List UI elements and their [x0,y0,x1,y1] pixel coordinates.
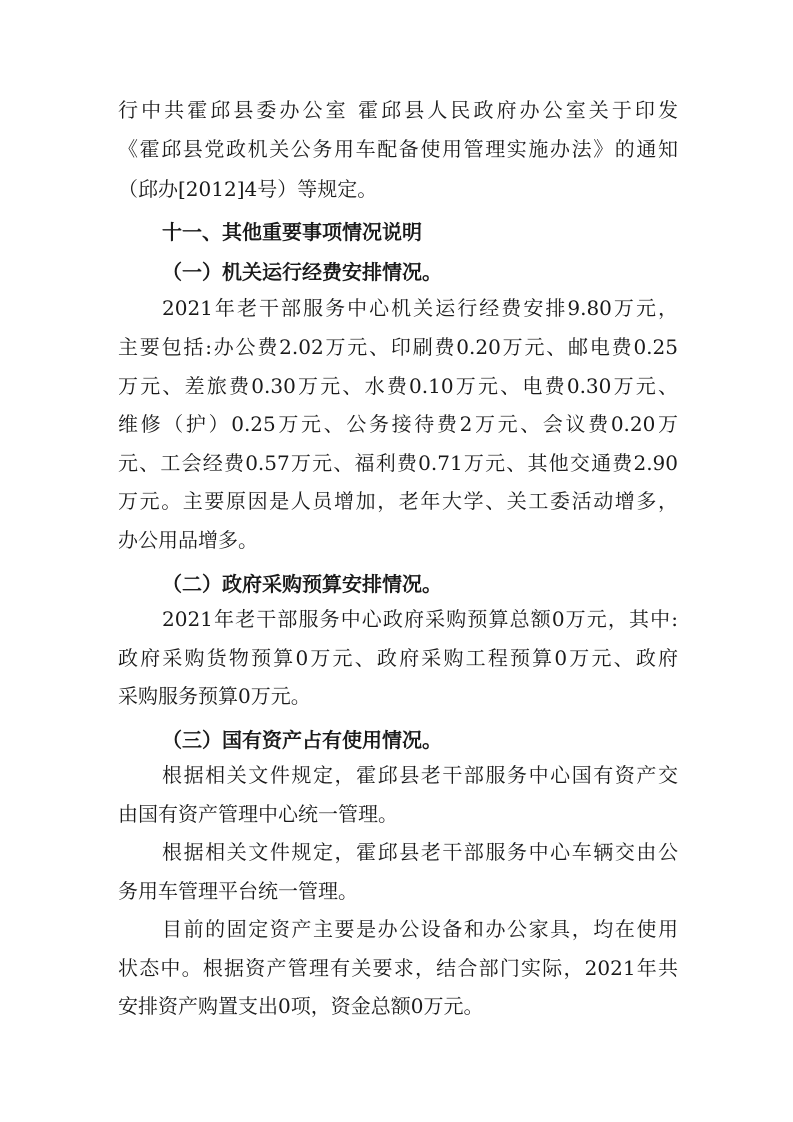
text-line: 万元、差旅费0.30万元、水费0.10万元、电费0.30万元、 [118,374,678,398]
text-line: 办公用品增多。 [118,528,258,552]
text-line: 万元。主要原因是人员增加，老年大学、关工委活动增多， [118,489,678,513]
text-line: 状态中。根据资产管理有关要求，结合部门实际，2021年共 [118,956,678,980]
text-line: 安排资产购置支出0项，资金总额0万元。 [118,994,484,1018]
text-line: 务用车管理平台统一管理。 [118,879,358,903]
text-line: 维修（护）0.25万元、公务接待费2万元、会议费0.20万 [118,412,678,436]
text-line: 元、工会经费0.57万元、福利费0.71万元、其他交通费2.90 [118,451,678,475]
subsection-heading: （二）政府采购预算安排情况。 [162,572,442,596]
text-line: 根据相关文件规定，霍邱县老干部服务中心国有资产交 [162,763,678,787]
text-line: 目前的固定资产主要是办公设备和办公家具，均在使用 [162,917,678,941]
section-heading: 十一、其他重要事项情况说明 [162,220,422,244]
text-line: （邱办[2012]4号）等规定。 [118,177,378,201]
subsection-heading: （三）国有资产占有使用情况。 [162,728,442,752]
text-line: 政府采购货物预算0万元、政府采购工程预算0万元、政府 [118,646,678,670]
text-line: 采购服务预算0万元。 [118,684,311,708]
text-line: 2021年老干部服务中心机关运行经费安排9.80万元， [162,296,678,320]
text-line: 2021年老干部服务中心政府采购预算总额0万元，其中: [162,607,678,631]
text-line: 《霍邱县党政机关公务用车配备使用管理实施办法》的通知 [118,137,678,161]
text-line: 主要包括:办公费2.02万元、印刷费0.20万元、邮电费0.25 [118,335,678,359]
subsection-heading: （一）机关运行经费安排情况。 [162,260,442,284]
text-line: 行中共霍邱县委办公室 霍邱县人民政府办公室关于印发 [118,98,678,122]
text-line: 由国有资产管理中心统一管理。 [118,802,398,826]
text-line: 根据相关文件规定，霍邱县老干部服务中心车辆交由公 [162,840,678,864]
